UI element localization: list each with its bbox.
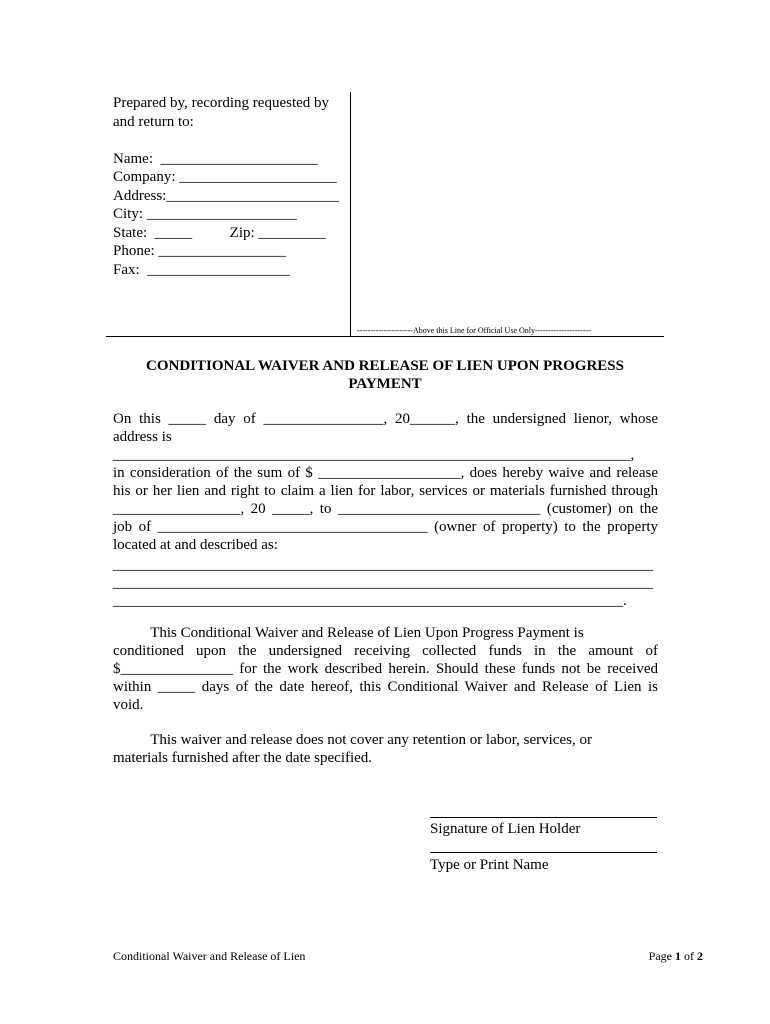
body-line: in consideration of the sum of $ ___________________, does hereby waive and release [113, 465, 658, 481]
spacer [113, 131, 348, 150]
document-title [113, 357, 657, 393]
waiver-paragraph [113, 410, 658, 610]
lien-holder-signature-line [430, 817, 657, 818]
address-field: Address:_______________________ [113, 187, 339, 204]
body-line: _____________________________________________________________________, [113, 447, 635, 463]
body-line: materials furnished after the date specified. [113, 750, 373, 766]
retention-paragraph [113, 731, 658, 767]
property-description-line: ____________________________________________________________________. [113, 593, 627, 609]
page-number [580, 949, 703, 963]
body-line: conditioned upon the undersigned receiving collected funds in the amount of [113, 643, 658, 659]
official-use-label: ---------------------Above this Line for Official Use Only--------------------- [357, 326, 591, 335]
print-name-line [430, 852, 657, 853]
return-address-block [113, 94, 348, 279]
body-line: $_______________ for the work described herein. Should these funds not be received [113, 661, 658, 677]
body-line: address is [113, 429, 172, 445]
body-line: his or her lien and right to claim a lien for labor, services or materials furnished through [113, 483, 658, 499]
body-line: This Conditional Waiver and Release of Lien Upon Progress Payment is [113, 625, 584, 641]
body-line: On this _____ day of ________________, 20______, the undersigned lienor, whose [113, 411, 658, 427]
fax-field: Fax: ___________________ [113, 261, 290, 278]
body-line: void. [113, 697, 144, 713]
header-vertical-divider [350, 92, 351, 336]
footer-document-name: Conditional Waiver and Release of Lien [113, 949, 306, 963]
name-field: Name: _____________________ [113, 150, 318, 167]
prepared-by-line-1: Prepared by, recording requested by [113, 95, 330, 111]
page-total: 2 [697, 949, 703, 963]
state-zip-field: State: _____ Zip: _________ [113, 224, 326, 241]
body-line: _________________, 20 _____, to ___________________________ (customer) on the [113, 501, 658, 517]
city-field: City: ____________________ [113, 206, 297, 222]
page-sep: of [681, 949, 697, 963]
lien-holder-signature-label: Signature of Lien Holder [430, 821, 581, 837]
title-line-2: PAYMENT [348, 376, 422, 392]
body-line: This waiver and release does not cover any retention or labor, services, or [113, 732, 592, 748]
company-field: Company: _____________________ [113, 169, 337, 185]
property-description-line: ________________________________________________________________________ [113, 575, 653, 591]
condition-paragraph [113, 624, 658, 714]
page-current: 1 [675, 949, 681, 963]
phone-field: Phone: _________________ [113, 243, 286, 259]
body-line: job of ____________________________________ (owner of property) to the property [113, 519, 658, 535]
page-prefix: Page [648, 949, 675, 963]
print-name-label: Type or Print Name [430, 857, 549, 873]
body-line: located at and described as: [113, 537, 278, 553]
property-description-line: ________________________________________________________________________ [113, 557, 653, 573]
title-line-1: CONDITIONAL WAIVER AND RELEASE OF LIEN UPON PROGRESS [145, 358, 624, 374]
header-horizontal-divider [106, 336, 664, 337]
body-line: within _____ days of the date hereof, this Conditional Waiver and Release of Lien is [113, 679, 658, 695]
prepared-by-line-2: and return to: [113, 113, 194, 130]
